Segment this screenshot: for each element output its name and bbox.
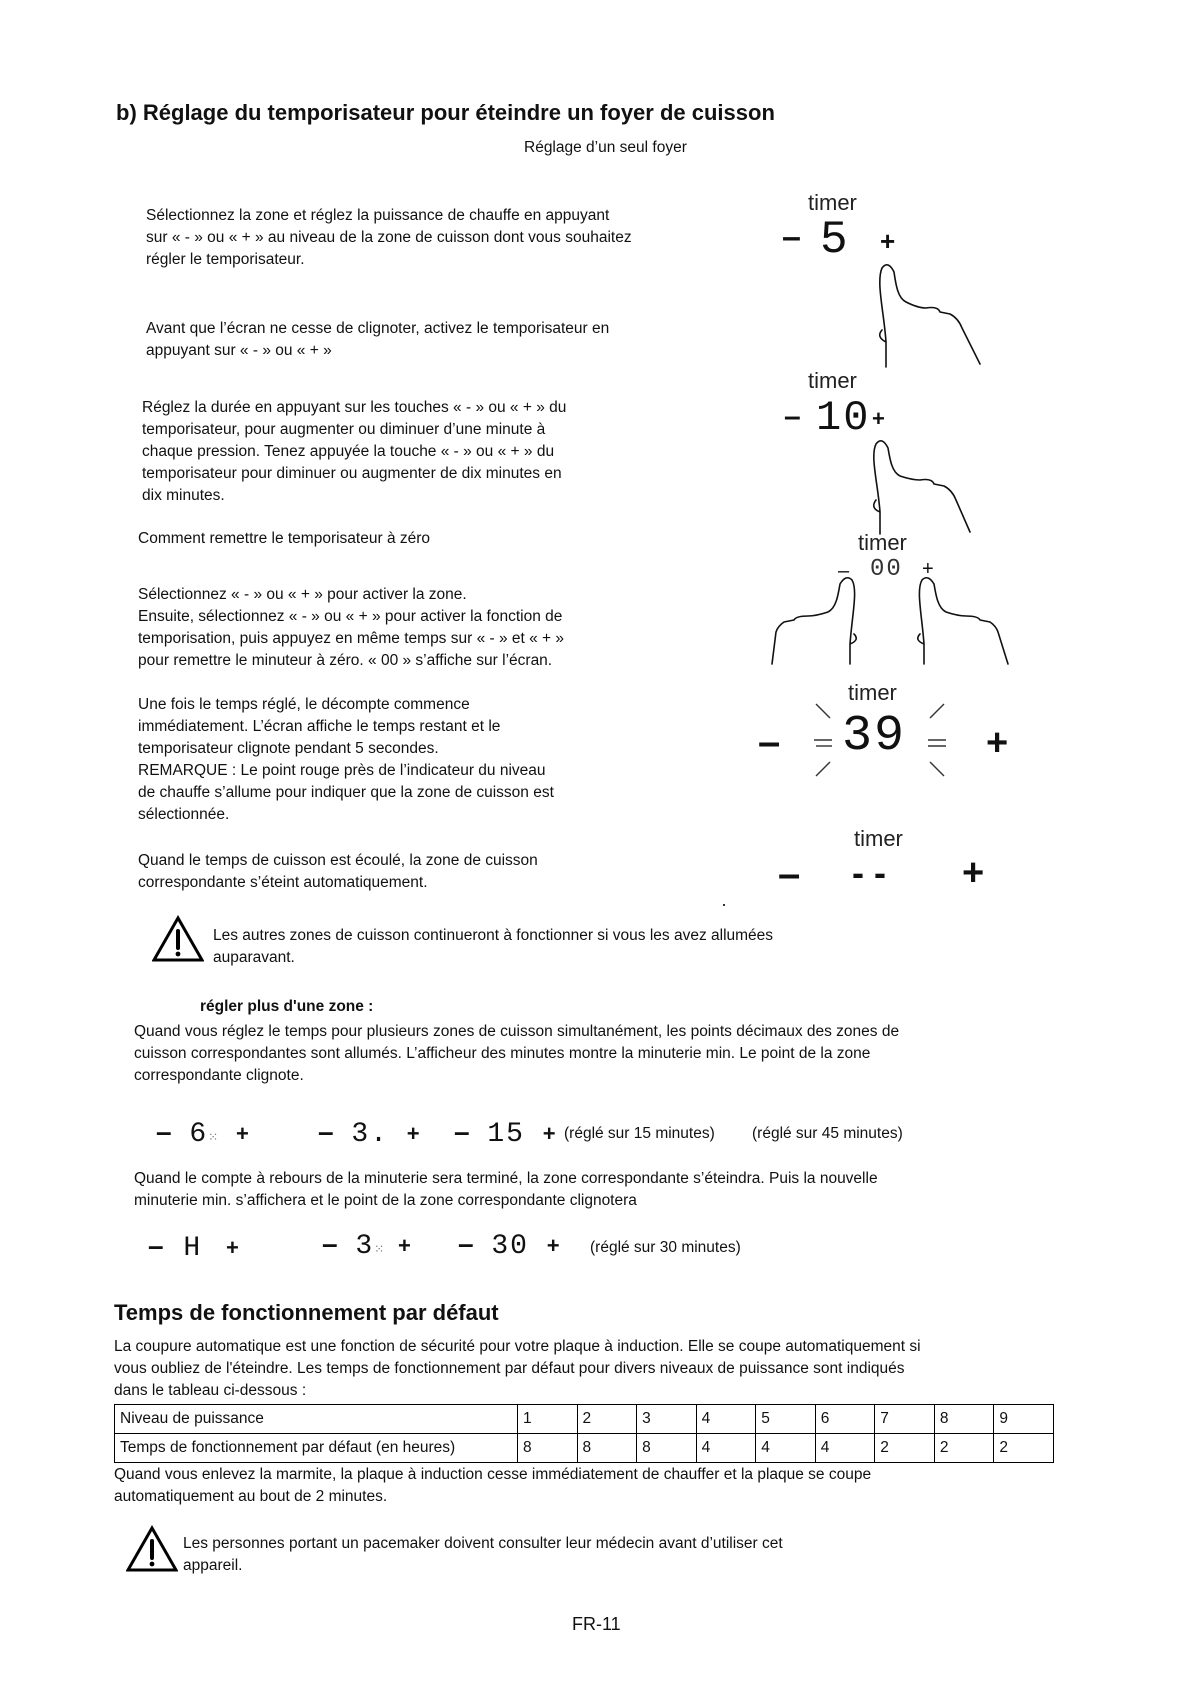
- multi-zone-text: Quand vous réglez le temps pour plusieurs zones de cuisson simultanément, les points décimaux des zones de cuisson correspondantes sont allumés. L’afficheur des minutes montre la minuterie min. Le point de la zone correspondante clignote.: [134, 1023, 900, 1084]
- zone-display-1: [156, 1116, 249, 1150]
- zone-dot-mark: ⁙: [374, 1242, 385, 1256]
- multi-zone-heading: régler plus d'une zone :: [200, 998, 374, 1015]
- table-cell: 1: [518, 1405, 578, 1434]
- table-cell: 5: [756, 1405, 816, 1434]
- multi-zone-text-2: Quand le compte à rebours de la minuterie sera terminé, la zone correspondante s’éteindra. Puis la nouvelle minuterie min. s’affichera et le point de la zone correspondante clignotera: [134, 1170, 878, 1209]
- paragraph-reset-heading: Comment remettre le temporisateur à zéro: [138, 530, 431, 547]
- zone-minus-button[interactable]: –: [318, 1116, 334, 1147]
- zone-plus-button[interactable]: +: [236, 1121, 249, 1146]
- zone-minus-button[interactable]: –: [322, 1228, 338, 1259]
- table-cell: 4: [815, 1434, 875, 1463]
- zone-value: 15: [487, 1119, 525, 1150]
- default-time-title: Temps de fonctionnement par défaut: [114, 1300, 499, 1325]
- zone-display-4: [148, 1230, 239, 1264]
- paragraph-reset-steps: Sélectionnez « - » ou « + » pour activer la zone. Ensuite, sélectionnez « - » ou « + » pour activer la fonction de temporisation, puis appuyez en même temps sur « - » et « + » pour remettre le minuteur à zéro. « 00 » s’affiche sur l’écran.: [138, 586, 565, 669]
- table-row: [115, 1434, 1054, 1463]
- zone-plus-button[interactable]: +: [406, 1121, 420, 1146]
- timer-minus-button[interactable]: –: [838, 560, 850, 582]
- timer-display: 10: [816, 394, 871, 442]
- right-hand-pressing-icon: [910, 576, 1010, 668]
- table-cell: 8: [518, 1434, 578, 1463]
- default-time-intro: La coupure automatique est une fonction de sécurité pour votre plaque à induction. Elle se coupe automatiquement si vous oubliez de l'éteindre. Les temps de fonctionnement par défaut pour divers niveaux de puissance sont indiqués dans le tableau ci-dessous :: [114, 1338, 921, 1399]
- hand-pressing-icon: [868, 262, 998, 372]
- zone-value: 3: [355, 1231, 375, 1262]
- table-row-label: Niveau de puissance: [115, 1405, 518, 1434]
- table-cell: 4: [756, 1434, 816, 1463]
- warning-pacemaker: Les personnes portant un pacemaker doivent consulter leur médecin avant d’utiliser cet appareil.: [183, 1535, 783, 1574]
- zone-value: 6: [189, 1119, 209, 1150]
- zone-minus-button[interactable]: –: [454, 1116, 470, 1147]
- timer-plus-button[interactable]: +: [922, 558, 934, 580]
- note-45-minutes: (réglé sur 45 minutes): [752, 1125, 903, 1142]
- zone-plus-button[interactable]: +: [225, 1235, 239, 1260]
- zone-display-5: [322, 1228, 411, 1262]
- table-cell: 8: [637, 1434, 697, 1463]
- zone-value: 3.: [351, 1119, 389, 1150]
- hand-pressing-icon: [862, 438, 992, 538]
- table-cell: 2: [577, 1405, 637, 1434]
- timer-label: timer: [808, 190, 857, 215]
- section-title: b) Réglage du temporisateur pour éteindre un foyer de cuisson: [116, 100, 775, 125]
- timer-plus-button[interactable]: +: [880, 226, 896, 256]
- timer-display: 39: [842, 708, 907, 765]
- table-row: [115, 1405, 1054, 1434]
- zone-plus-button[interactable]: +: [542, 1121, 556, 1146]
- note-30-minutes: (réglé sur 30 minutes): [590, 1239, 741, 1256]
- timer-display: - -: [852, 852, 886, 893]
- timer-label: timer: [808, 368, 857, 393]
- warning-other-zones: Les autres zones de cuisson continueront à fonctionner si vous les avez allumées auparavant.: [213, 927, 774, 966]
- table-cell: 8: [577, 1434, 637, 1463]
- table-cell: 2: [994, 1434, 1054, 1463]
- timer-minus-button[interactable]: –: [758, 720, 781, 764]
- zone-plus-button[interactable]: +: [398, 1233, 411, 1258]
- timer-minus-button[interactable]: –: [782, 218, 801, 256]
- table-cell: 9: [994, 1405, 1054, 1434]
- timer-plus-button[interactable]: +: [962, 852, 985, 894]
- zone-minus-button[interactable]: –: [156, 1116, 172, 1147]
- zone-minus-button[interactable]: –: [458, 1228, 474, 1259]
- timer-display: 00: [870, 556, 903, 583]
- zone-plus-button[interactable]: +: [546, 1233, 560, 1258]
- table-cell: 3: [637, 1405, 697, 1434]
- paragraph-auto-off: Quand le temps de cuisson est écoulé, la zone de cuisson correspondante s’éteint automatiquement.: [138, 852, 538, 891]
- table-row-label: Temps de fonctionnement par défaut (en heures): [115, 1434, 518, 1463]
- zone-dot-mark: ⁙: [208, 1130, 219, 1144]
- timer-label: timer: [848, 680, 897, 705]
- timer-display: 5: [820, 214, 850, 266]
- stray-dot: [723, 904, 725, 906]
- paragraph-set-duration: Réglez la durée en appuyant sur les touches « - » ou « + » du temporisateur, pour augmenter ou diminuer d’une minute à chaque pression. Tenez appuyée la touche « - » ou « + » du temporisateur pour diminuer ou augmenter de dix minutes en dix minutes.: [142, 399, 567, 504]
- paragraph-activate-timer: Avant que l’écran ne cesse de clignoter, activez le temporisateur en appuyant sur « - » ou « + »: [146, 320, 610, 359]
- page-number: FR-11: [572, 1614, 621, 1634]
- warning-icon: [126, 1525, 182, 1577]
- table-cell: 8: [934, 1405, 994, 1434]
- zone-display-3: [454, 1116, 556, 1150]
- default-time-table: [114, 1404, 1054, 1463]
- timer-label: timer: [858, 530, 907, 555]
- timer-plus-button[interactable]: +: [986, 722, 1009, 764]
- timer-plus-button[interactable]: +: [872, 406, 885, 431]
- table-cell: 2: [934, 1434, 994, 1463]
- timer-minus-button[interactable]: –: [784, 400, 801, 433]
- table-cell: 7: [875, 1405, 935, 1434]
- table-cell: 6: [815, 1405, 875, 1434]
- note-15-minutes: (réglé sur 15 minutes): [564, 1125, 715, 1142]
- zone-minus-button[interactable]: –: [148, 1230, 164, 1261]
- zone-display-6: [458, 1228, 560, 1262]
- table-cell: 2: [875, 1434, 935, 1463]
- timer-minus-button[interactable]: –: [778, 852, 801, 896]
- section-subtitle: Réglage d’un seul foyer: [524, 139, 687, 156]
- paragraph-select-zone: Sélectionnez la zone et réglez la puissance de chauffe en appuyant sur « - » ou « + » au niveau de la zone de cuisson dont vous souhaitez régler le temporisateur.: [146, 207, 632, 268]
- timer-label: timer: [854, 826, 903, 851]
- default-time-after: Quand vous enlevez la marmite, la plaque à induction cesse immédiatement de chauffer et la plaque se coupe automatiquement au bout de 2 minutes.: [114, 1466, 872, 1505]
- paragraph-countdown: Une fois le temps réglé, le décompte commence immédiatement. L’écran affiche le temps restant et le temporisateur clignote pendant 5 secondes. REMARQUE : Le point rouge près de l’indicateur du niveau de chauffe s’allume pour indiquer que la zone de cuisson est sélectionnée.: [138, 696, 554, 823]
- warning-icon: [152, 915, 208, 967]
- table-cell: 4: [696, 1434, 756, 1463]
- table-cell: 4: [696, 1405, 756, 1434]
- left-hand-pressing-icon: [770, 576, 870, 668]
- zone-value: H: [183, 1233, 203, 1264]
- zone-value: 30: [491, 1231, 529, 1262]
- zone-display-2: [318, 1116, 420, 1150]
